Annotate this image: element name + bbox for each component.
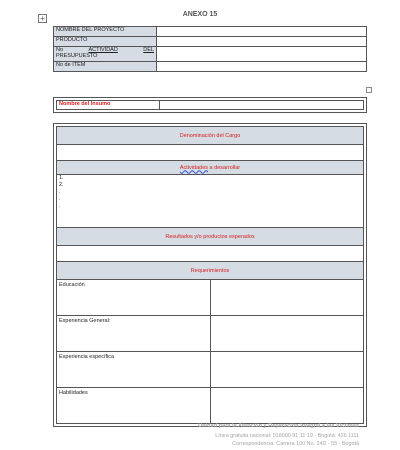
table-row [54, 62, 367, 72]
denominacion-header: Denominación del Cargo [57, 127, 364, 145]
product-label: PRODUCTO [54, 37, 157, 47]
requirement-specific-experience-label: Experiencia específica [57, 352, 211, 388]
table-row [57, 262, 364, 280]
table-resize-handle-icon[interactable] [366, 87, 372, 93]
table-move-handle-icon[interactable]: + [38, 14, 47, 23]
table-row [54, 27, 367, 37]
actividades-word: Actividades [179, 164, 209, 171]
table-row [57, 352, 364, 388]
project-name-label: NOMBRE DEL PROYECTO [54, 27, 157, 37]
table-row [57, 145, 364, 161]
requirement-education-value[interactable] [210, 280, 364, 316]
list-item: . [59, 196, 61, 202]
annex-title: ANEXO 15 [182, 11, 218, 18]
table-row [57, 388, 364, 424]
table-row [57, 228, 364, 246]
table-row [57, 246, 364, 262]
resultados-value[interactable] [57, 246, 364, 262]
item-number-value[interactable] [157, 62, 367, 72]
product-value[interactable] [157, 37, 367, 47]
list-item: . [59, 203, 61, 209]
list-item: 1. [59, 175, 64, 181]
footer-phone-line: Línea gratuita nacional: 018000 91 11 19 · Bogotá: 426 1111 [215, 433, 359, 439]
requirement-general-experience-value[interactable] [210, 316, 364, 352]
actividades-header [57, 161, 364, 175]
cargo-table-frame [53, 123, 367, 427]
footer-address-line: Correspondencia: Carrera 100 No. 24D - 55 · Bogotá [232, 441, 359, 447]
project-name-value[interactable] [157, 27, 367, 37]
table-row [57, 127, 364, 145]
insumo-label: Nombre del Insumo [57, 101, 160, 110]
cargo-table [56, 126, 364, 424]
project-info-table [53, 26, 367, 72]
resultados-header: Resultados y/o productos esperados [57, 228, 364, 246]
list-item: . [59, 189, 61, 195]
activity-value[interactable] [157, 47, 367, 62]
activity-label [54, 47, 157, 62]
table-row [54, 37, 367, 47]
insumo-table [56, 100, 364, 110]
table-row [57, 280, 364, 316]
requirement-education-label: Educación [57, 280, 211, 316]
activity-label-del: DEL [143, 47, 154, 53]
insumo-table-frame [53, 97, 367, 113]
list-item: 2. [59, 182, 64, 188]
activity-label-no: No [56, 47, 64, 53]
requirement-skills-value[interactable] [210, 388, 364, 424]
activities-list[interactable] [57, 175, 364, 228]
requirement-skills-label: Habilidades [57, 388, 211, 424]
item-number-label: No de ITEM [54, 62, 157, 72]
requerimientos-header: Requerimientos [57, 262, 364, 280]
denominacion-value[interactable] [57, 145, 364, 161]
table-row [57, 101, 364, 110]
table-row [57, 161, 364, 175]
requirement-general-experience-label: Experiencia General: [57, 316, 211, 352]
table-row [54, 47, 367, 62]
insumo-value[interactable] [160, 101, 364, 110]
requirement-specific-experience-value[interactable] [210, 352, 364, 388]
activity-label-actividad: ACTIVIDAD [88, 47, 118, 53]
activity-label-presupuesto: PRESUPUESTO [56, 53, 98, 59]
table-row [57, 175, 364, 228]
actividades-rest: a desarrollar [208, 164, 241, 171]
footer-org-name: Unidad para la Atención y Reparación Integral a las Víctimas [198, 423, 359, 429]
table-row [57, 316, 364, 352]
